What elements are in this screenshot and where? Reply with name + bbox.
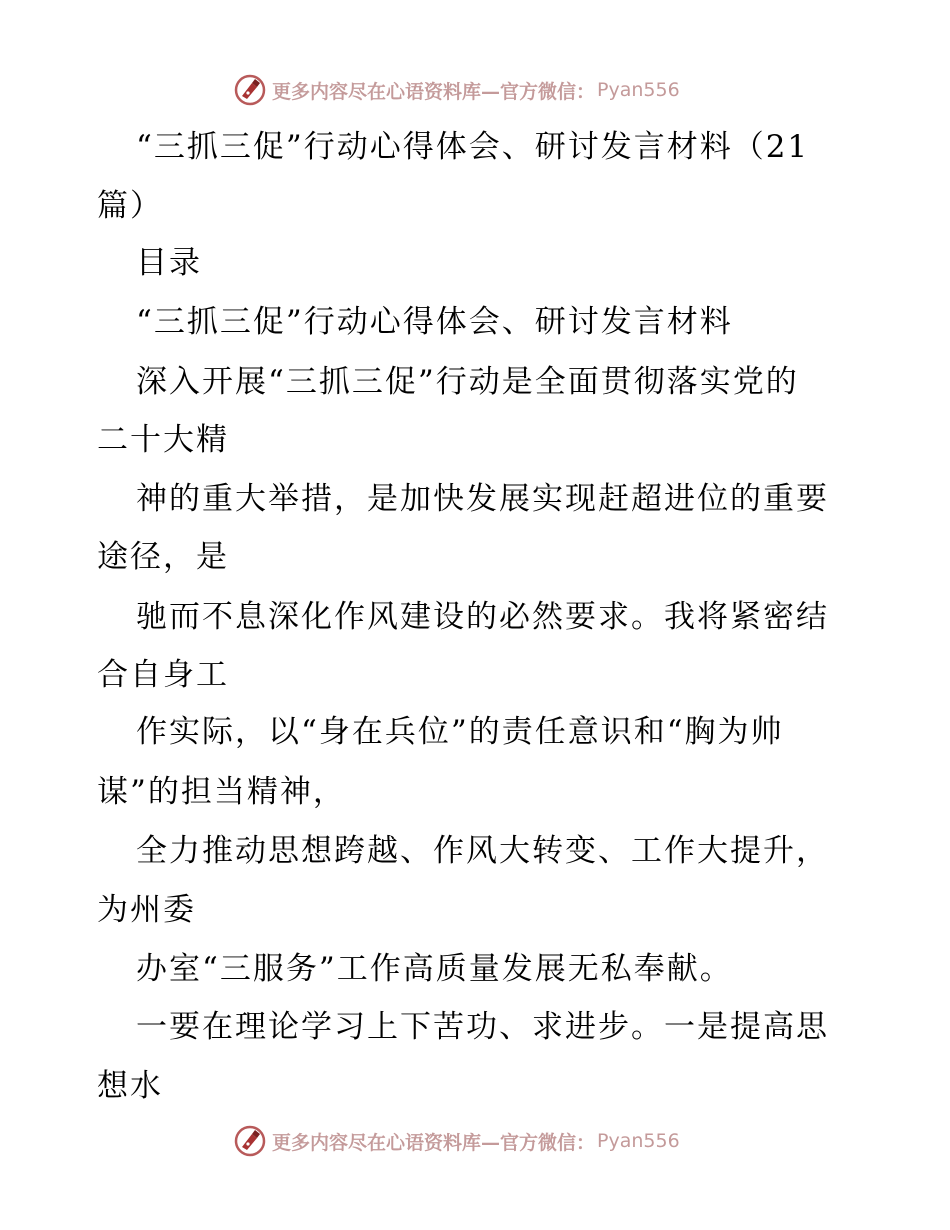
watermark-wechat-id: Pyan556 (597, 79, 680, 101)
paragraph-line: 全力推动思想跨越、作风大转变、工作大提升， (136, 833, 829, 869)
paragraph-line: 想水 (97, 1068, 163, 1104)
paragraph-line: 神的重大举措，是加快发展实现赶超进位的重要 (136, 481, 829, 517)
toc-heading: 目录 (136, 245, 202, 281)
paragraph-line: 作实际，以“身在兵位”的责任意识和“胸为帅 (136, 714, 784, 750)
paragraph-line: 谋”的担当精神， (97, 774, 346, 810)
pen-nib-logo-icon (234, 1125, 266, 1157)
paragraph-line: 合自身工 (97, 657, 229, 693)
watermark-text: 更多内容尽在心语资料库—官方微信： (272, 1131, 596, 1154)
watermark-wechat-id: Pyan556 (597, 1130, 680, 1152)
paragraph-line: 一要在理论学习上下苦功、求进步。一是提高思 (136, 1009, 829, 1045)
paragraph-line: 为州委 (97, 892, 196, 928)
footer-watermark (234, 1124, 680, 1158)
paragraph-line: 驰而不息深化作风建设的必然要求。我将紧密结 (136, 599, 829, 635)
title-line-continued: 篇） (97, 188, 163, 224)
paragraph-line: 二十大精 (97, 422, 229, 458)
title-line: “三抓三促”行动心得体会、研讨发言材料（21 (136, 129, 810, 165)
paragraph-line: 途径，是 (97, 539, 229, 575)
paragraph-line: 办室“三服务”工作高质量发展无私奉献。 (136, 951, 733, 987)
toc-entry: “三抓三促”行动心得体会、研讨发言材料 (136, 304, 733, 340)
paragraph-line: 深入开展“三抓三促”行动是全面贯彻落实党的 (136, 364, 799, 400)
watermark-text: 更多内容尽在心语资料库—官方微信： (272, 80, 596, 103)
